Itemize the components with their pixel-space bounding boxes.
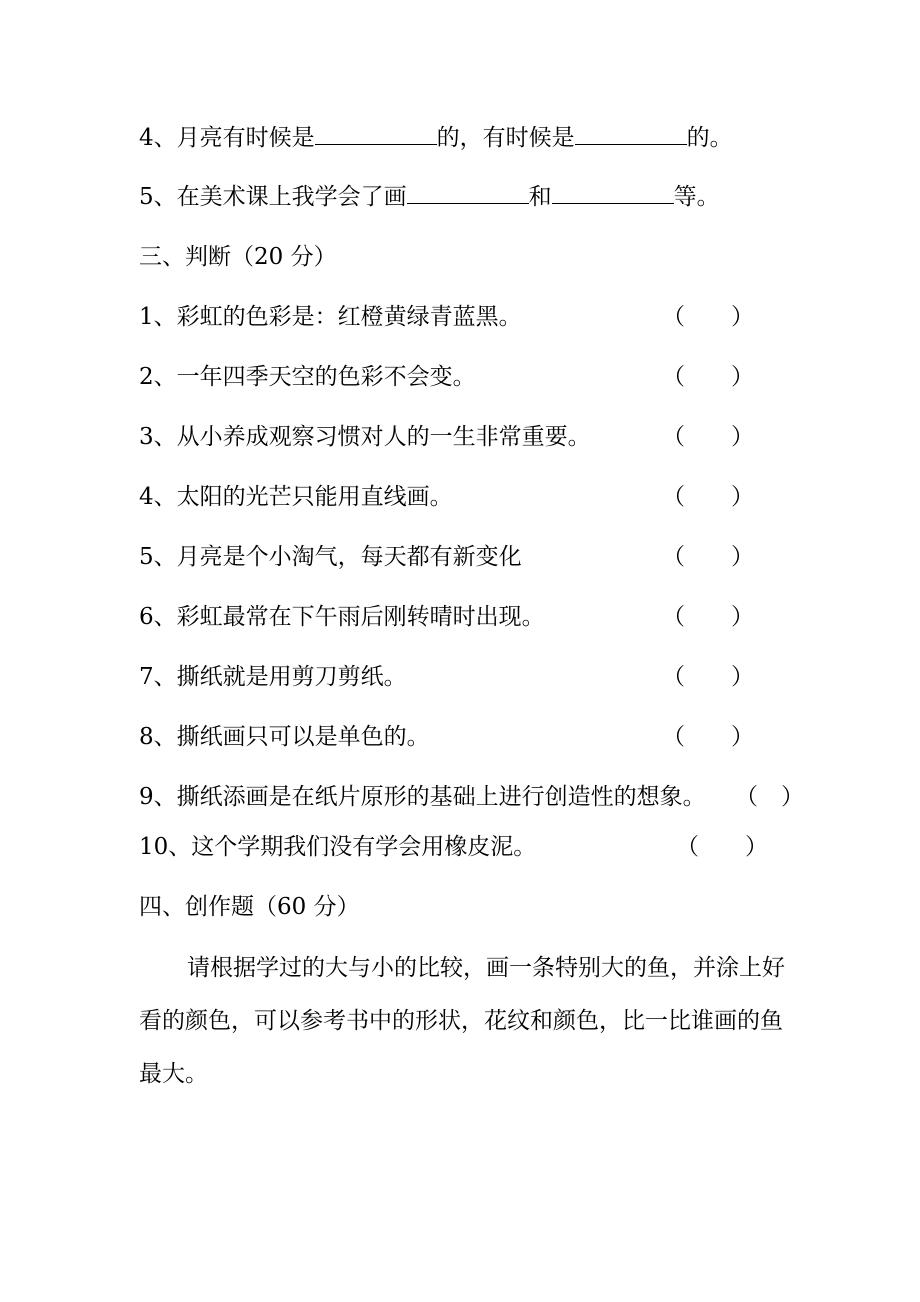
question-text: 等。: [673, 184, 720, 210]
judgement-item-6: 6、彩虹最常在下午雨后刚转晴时出现。: [139, 604, 545, 630]
question-number: 5、: [139, 184, 177, 210]
judgement-item-1: 1、彩虹的色彩是：红橙黄绿青蓝黑。: [139, 304, 522, 330]
creative-task-text: 请根据学过的大与小的比较，画一条特别大的鱼，并涂上好看的颜色，可以参考书中的形状，花纹和颜色，比一比谁画的鱼最大。: [139, 955, 785, 1087]
judgement-item-7: 7、撕纸就是用剪刀剪纸。: [139, 664, 407, 690]
answer-paren[interactable]: （ ）: [735, 784, 804, 810]
question-text: 的。: [686, 125, 733, 151]
answer-paren[interactable]: （ ）: [662, 724, 754, 750]
section-4-title: 四、创作题（60 分）: [139, 894, 360, 920]
answer-blank[interactable]: [575, 122, 687, 145]
question-number: 4、: [139, 125, 177, 151]
answer-paren[interactable]: （ ）: [662, 304, 754, 330]
answer-paren[interactable]: （ ）: [662, 364, 754, 390]
answer-blank[interactable]: [315, 122, 437, 145]
answer-paren[interactable]: （ ）: [676, 834, 768, 860]
judgement-item-5: 5、月亮是个小淘气，每天都有新变化: [139, 544, 522, 570]
creative-task-paragraph: [139, 942, 799, 1101]
fill-in-question-5: [139, 181, 720, 213]
answer-blank[interactable]: [552, 181, 674, 204]
judgement-item-9: 9、撕纸添画是在纸片原形的基础上进行创造性的想象。: [139, 784, 706, 810]
judgement-item-10: 10、这个学期我们没有学会用橡皮泥。: [139, 834, 537, 860]
question-text: 和: [528, 184, 552, 210]
answer-paren[interactable]: （ ）: [662, 604, 754, 630]
judgement-item-4: 4、太阳的光芒只能用直线画。: [139, 484, 453, 510]
section-3-title: 三、判断（20 分）: [139, 244, 337, 270]
question-text: 在美术课上我学会了画: [176, 184, 407, 210]
answer-blank[interactable]: [407, 181, 529, 204]
judgement-item-8: 8、撕纸画只可以是单色的。: [139, 724, 430, 750]
judgement-item-2: 2、一年四季天空的色彩不会变。: [139, 364, 476, 390]
fill-in-question-4: [139, 122, 733, 154]
answer-paren[interactable]: （ ）: [662, 424, 754, 450]
question-text: 的，有时候是: [436, 125, 575, 151]
question-text: 月亮有时候是: [176, 125, 315, 151]
answer-paren[interactable]: （ ）: [662, 484, 754, 510]
answer-paren[interactable]: （ ）: [662, 664, 754, 690]
answer-paren[interactable]: （ ）: [662, 544, 754, 570]
judgement-item-3: 3、从小养成观察习惯对人的一生非常重要。: [139, 424, 591, 450]
